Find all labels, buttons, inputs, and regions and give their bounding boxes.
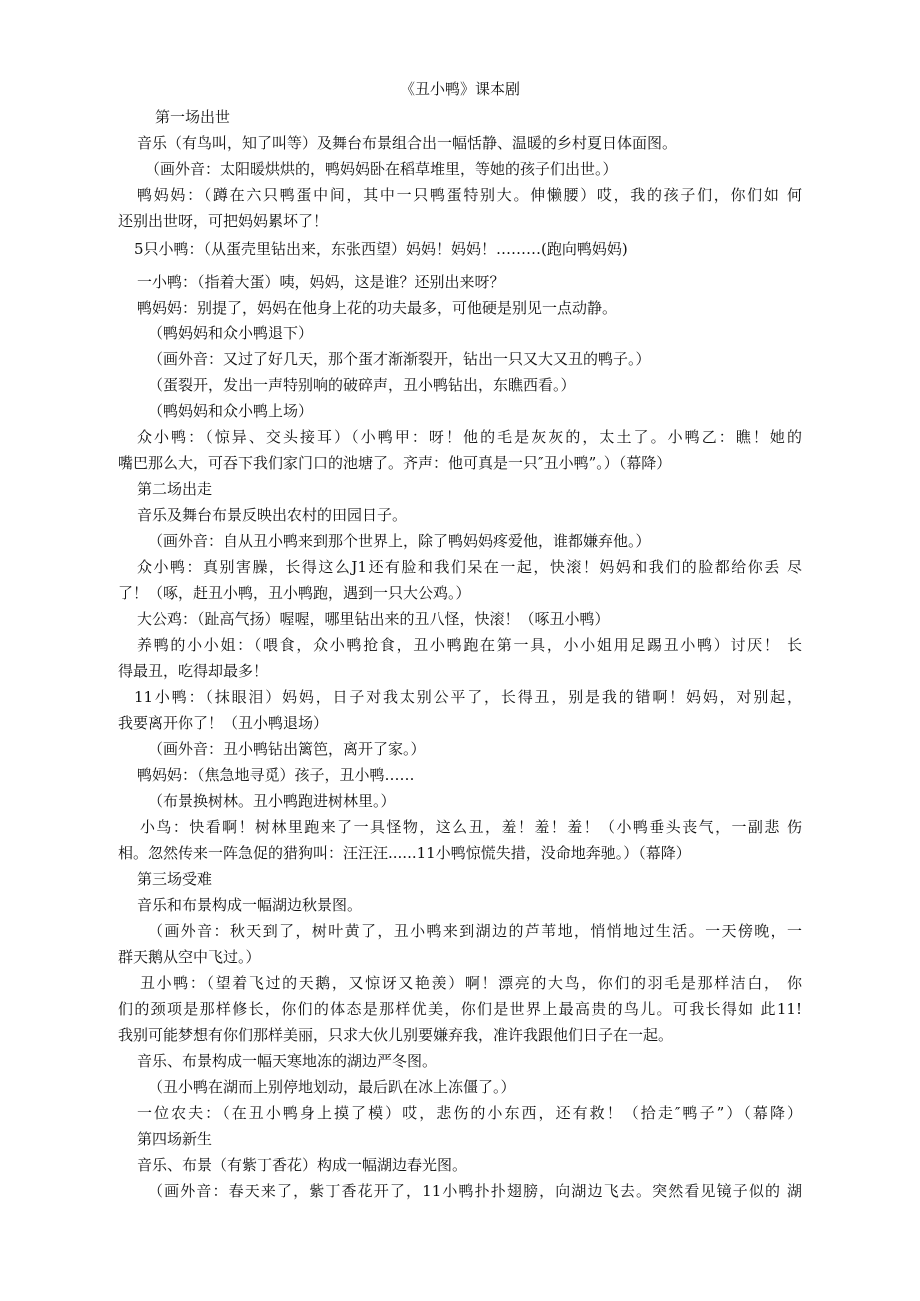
paragraph-line: 一位农夫：（在丑小鸭身上摸了模）哎，悲伤的小东西，还有救！（拾走″鸭子”）（幕降） [137,1104,802,1122]
paragraph-line: 我别可能梦想有你们那样美丽，只求大伙儿别要嫌弃我，准许我跟他们日子在一起。 [118,1026,674,1044]
paragraph-line: 小鸟：快看啊！树林里跑来了一具怪物，这么丑，羞！羞！羞！（小鸭垂头丧气，一副悲 伤 [140,818,802,836]
paragraph-line: （鸭妈妈和众小鸭上场） [148,402,314,420]
paragraph-line: 11小鸭：（抹眼泪）妈妈，日子对我太别公平了，长得丑，别是我的错啊！妈妈，对别起， [134,688,802,706]
scene-3-heading: 第三场受难 [137,870,213,888]
paragraph-line: 我要离开你了！（丑小鸭退场） [118,714,329,732]
paragraph-line: 了！（啄，赶丑小鸭，丑小鸭跑，遇到一只大公鸡。） [118,584,471,602]
paragraph-line: 音乐、布景（有紫丁香花）构成一幅湖边春光图。 [137,1156,468,1174]
paragraph-line: 还别出世呀，可把妈妈累坏了！ [118,212,329,230]
document-title: 《丑小鸭》课本剧 [399,80,520,98]
paragraph-line: 丑小鸭：（望着飞过的天鹅，又惊讶又艳羡）啊！漂亮的大鸟，你们的羽毛是那样洁白， 你 [140,974,802,992]
paragraph-line: 鸭妈妈：（焦急地寻觅）孩子，丑小鸭…… [137,766,415,784]
paragraph-line: （画外音：又过了好几天，那个蛋才渐渐裂开，钻出一只又大又丑的鸭子。） [148,350,651,368]
paragraph-line: 群天鹅从空中飞过。） [118,948,261,966]
paragraph-line: 音乐（有鸟叫，知了叫等）及舞台布景组合出一幅恬静、温暖的乡村夏日体面图。 [137,134,678,152]
paragraph-line: 鸭妈妈：（蹲在六只鸭蛋中间，其中一只鸭蛋特别大。伸懒腰）哎，我的孩子们，你们如 何 [137,186,802,204]
paragraph-line: 养鸭的小小姐：（喂食，众小鸭抢食，丑小鸭跑在第一具，小小姐用足踢丑小鸭）讨厌！ 长 [137,636,802,654]
paragraph-line: （画外音：春天来了，紫丁香花开了，11小鸭扑扑翅膀，向湖边飞去。突然看见镜子似的 湖 [148,1182,802,1200]
paragraph-line: 鸭妈妈：别提了，妈妈在他身上花的功夫最多，可他硬是别见一点动静。 [137,299,618,317]
paragraph-line: 大公鸡：（趾高气扬）喔喔，哪里钻出来的丑八怪，快滚！（啄丑小鸭） [137,610,610,628]
paragraph-line: （画外音：自从丑小鸭来到那个世界上，除了鸭妈妈疼爱他，谁都嫌弃他。） [148,532,651,550]
paragraph-line: （丑小鸭在湖而上别停地划动，最后趴在冰上冻僵了。） [148,1078,516,1096]
paragraph-line: 音乐及舞台布景反映出农村的田园日子。 [137,506,408,524]
paragraph-line: （鸭妈妈和众小鸭退下） [148,324,314,342]
paragraph-line: （画外音：丑小鸭钻出篱笆，离开了家。） [148,740,426,758]
paragraph-line: 们的颈项是那样修长，你们的体态是那样优美，你们是世界上最高贵的鸟儿。可我长得如 此11! [118,1000,802,1018]
paragraph-line: 众小鸭：真别害臊，长得这么J1还有脸和我们呆在一起，快滚！妈妈和我们的脸都给你丢 尽 [137,558,802,576]
paragraph-line: 5只小鸭：（从蛋壳里钻出来，东张西望）妈妈！妈妈！………(跑向鸭妈妈) [134,240,628,258]
scene-2-heading: 第二场出走 [137,480,213,498]
paragraph-line: （蛋裂开，发出一声特别响的破碎声，丑小鸭钻出，东瞧西看。） [148,376,576,394]
paragraph-line: （画外音：太阳暖烘烘的，鸭妈妈卧在稻草堆里，等她的孩子们出世。） [145,160,618,178]
paragraph-line: 音乐和布景构成一幅湖边秋景图。 [137,896,363,914]
paragraph-line: 相。忽然传来一阵急促的猎狗叫：汪汪汪......11小鸭惊慌失措，没命地奔驰。）（幕降） [118,844,691,862]
paragraph-line: 得最丑，吃得却最多！ [118,662,269,680]
paragraph-line: 一小鸭：（指着大蛋）咦，妈妈，这是谁？还别出来呀？ [137,273,505,291]
paragraph-line: 音乐、布景构成一幅天寒地冻的湖边严冬图。 [137,1052,438,1070]
scene-1-heading: 第一场出世 [155,108,231,126]
paragraph-line: （布景换树林。丑小鸭跑进树林里。） [148,792,396,810]
scene-4-heading: 第四场新生 [137,1130,213,1148]
paragraph-line: 嘴巴那么大，可吞下我们家门口的池塘了。齐声：他可真是一只″丑小鸭”。）（幕降） [118,454,672,472]
paragraph-line: 众小鸭：（惊异、交头接耳）（小鸭甲：呀！他的毛是灰灰的，太土了。小鸭乙：瞧！她的 [137,428,802,446]
paragraph-line: （画外音：秋天到了，树叶黄了，丑小鸭来到湖边的芦苇地，悄悄地过生活。一天傍晚，一 [148,922,802,940]
